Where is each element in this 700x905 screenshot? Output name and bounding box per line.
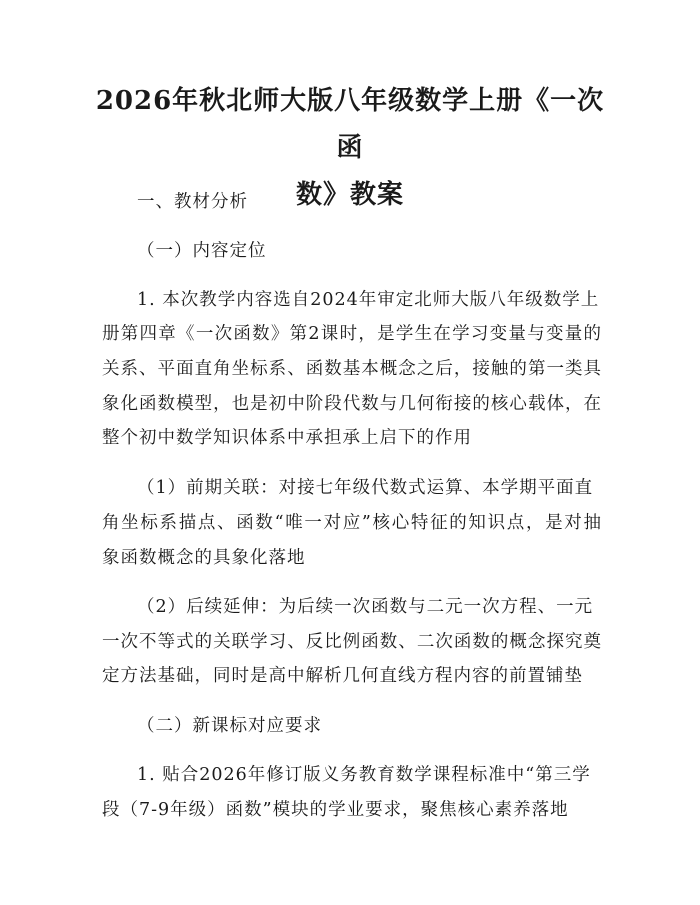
paragraph-1-line-2: 册第四章《一次函数》第2课时，是学生在学习变量与变量的 bbox=[102, 324, 602, 344]
paragraph-4-line-1: 1. 贴合2026年修订版义务教育数学课程标准中“第三学 bbox=[137, 765, 591, 785]
paragraph-3-line-2: 一次不等式的关联学习、反比例函数、二次函数的概念探究奠 bbox=[102, 632, 602, 652]
section-heading-textbook-analysis: 一、教材分析 bbox=[137, 192, 248, 212]
paragraph-2-line-1: （1）前期关联：对接七年级代数式运算、本学期平面直 bbox=[137, 478, 594, 498]
subsection-heading-content-positioning: （一）内容定位 bbox=[137, 241, 267, 261]
paragraph-1-line-1: 1. 本次教学内容选自2024年审定北师大版八年级数学上 bbox=[137, 290, 600, 310]
paragraph-1-line-5: 整个初中数学知识体系中承担承上启下的作用 bbox=[102, 428, 472, 448]
paragraph-3-line-3: 定方法基础，同时是高中解析几何直线方程内容的前置铺垫 bbox=[102, 666, 583, 686]
paragraph-2-line-2: 角坐标系描点、函数“唯一对应”核心特征的知识点，是对抽 bbox=[102, 513, 602, 533]
paragraph-2-line-3: 象函数概念的具象化落地 bbox=[102, 548, 306, 568]
paragraph-3-line-1: （2）后续延伸：为后续一次函数与二元一次方程、一元 bbox=[137, 597, 594, 617]
paragraph-1-line-4: 象化函数模型，也是初中阶段代数与几何衔接的核心载体，在 bbox=[102, 394, 602, 414]
title-line-1: 2026年秋北师大版八年级数学上册《一次函 bbox=[95, 86, 605, 163]
paragraph-4-line-2: 段（7-9年级）函数”模块的学业要求，聚焦核心素养落地 bbox=[102, 800, 569, 820]
title-line-2: 数》教案 bbox=[295, 180, 404, 210]
paragraph-1-line-3: 关系、平面直角坐标系、函数基本概念之后，接触的第一类具 bbox=[102, 359, 602, 379]
subsection-heading-curriculum-requirements: （二）新课标对应要求 bbox=[137, 716, 322, 736]
